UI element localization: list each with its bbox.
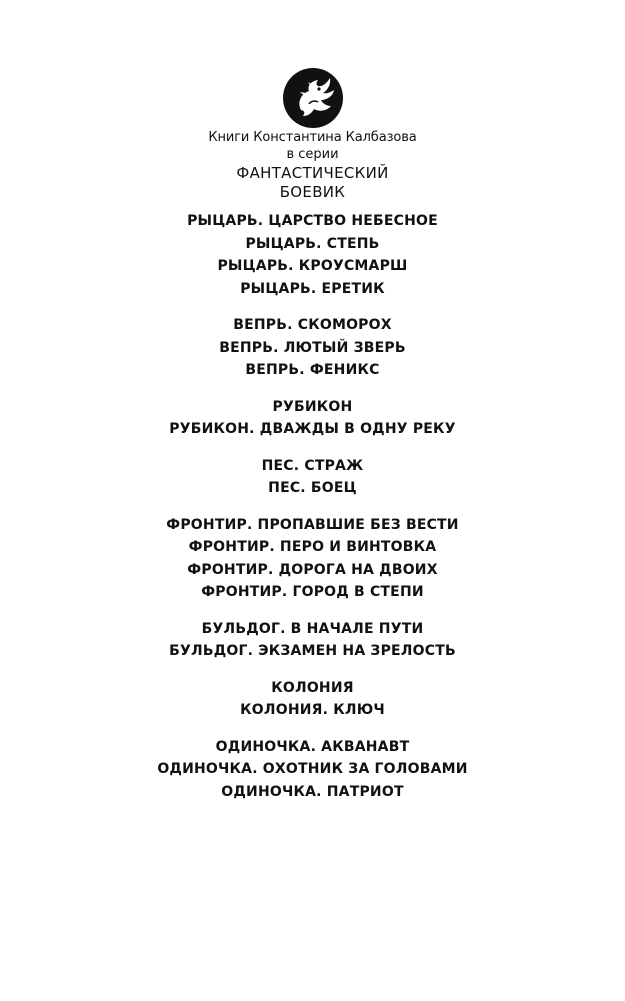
book-title: РЫЦАРЬ. ЕРЕТИК <box>240 280 385 297</box>
book-group-rubicon <box>0 396 625 441</box>
book-title: РУБИКОН. ДВАЖДЫ В ОДНУ РЕКУ <box>169 421 456 437</box>
book-title: КОЛОНИЯ. КЛЮЧ <box>240 702 385 718</box>
book-group-loner <box>0 736 625 804</box>
dragon-emblem-icon <box>281 66 345 130</box>
series-name <box>0 164 625 202</box>
book-title: ПЕС. СТРАЖ <box>261 457 364 474</box>
book-group-dog <box>0 455 625 500</box>
book-title: РУБИКОН <box>272 398 353 415</box>
book-group-frontier <box>0 514 625 604</box>
book-title: КОЛОНИЯ <box>271 679 354 696</box>
book-title: ОДИНОЧКА. ОХОТНИК ЗА ГОЛОВАМИ <box>157 761 468 777</box>
book-title: ВЕПРЬ. ЛЮТЫЙ ЗВЕРЬ <box>219 339 406 356</box>
book-title: РЫЦАРЬ. КРОУСМАРШ <box>217 258 408 274</box>
book-group-boar <box>0 314 625 382</box>
book-group-bulldog <box>0 618 625 663</box>
book-title: РЫЦАРЬ. ЦАРСТВО НЕБЕСНОЕ <box>187 213 438 229</box>
book-title: БУЛЬДОГ. ЭКЗАМЕН НА ЗРЕЛОСТЬ <box>169 643 456 659</box>
book-title: ФРОНТИР. ПЕРО И ВИНТОВКА <box>188 539 437 555</box>
book-list <box>0 210 625 817</box>
series-prefix: в серии <box>286 147 339 162</box>
book-title: ВЕПРЬ. СКОМОРОХ <box>233 317 392 333</box>
series-name-line-2: БОЕВИК <box>279 183 346 201</box>
book-title: БУЛЬДОГ. В НАЧАЛЕ ПУТИ <box>201 620 424 637</box>
book-title: ОДИНОЧКА. АКВАНАВТ <box>215 738 410 755</box>
book-title: ФРОНТИР. ПРОПАВШИЕ БЕЗ ВЕСТИ <box>166 516 459 533</box>
book-title: ВЕПРЬ. ФЕНИКС <box>245 362 380 378</box>
book-title: ПЕС. БОЕЦ <box>268 480 357 496</box>
series-name-line-1: ФАНТАСТИЧЕСКИЙ <box>236 164 389 182</box>
book-title: ОДИНОЧКА. ПАТРИОТ <box>221 783 404 800</box>
book-title: РЫЦАРЬ. СТЕПЬ <box>245 235 380 252</box>
book-group-colony <box>0 677 625 722</box>
book-title: ФРОНТИР. ГОРОД В СТЕПИ <box>201 584 424 600</box>
book-group-knight <box>0 210 625 300</box>
author-line: Книги Константина Калбазова <box>208 130 417 145</box>
book-title: ФРОНТИР. ДОРОГА НА ДВОИХ <box>187 561 438 578</box>
